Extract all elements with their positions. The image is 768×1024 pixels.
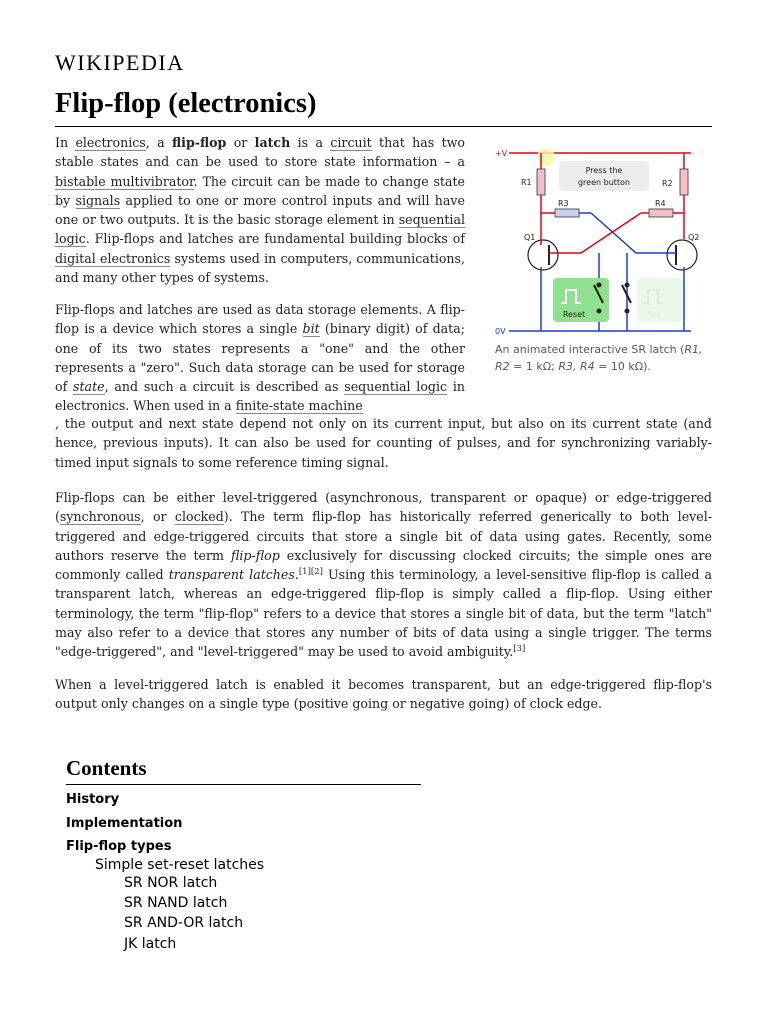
wikipedia-logo[interactable]: WIKIPEDIA xyxy=(55,50,185,75)
paragraph-level-triggered: When a level-triggered latch is enabled it becomes transparent, but an edge-triggered flip-flop's output only changes on a single type (positive going or negative going) of clock edge. xyxy=(55,677,712,712)
instruction-line-1: Press the xyxy=(585,166,623,175)
text: in electronics. When used in a xyxy=(55,379,465,414)
text: or xyxy=(226,135,255,150)
toc-divider xyxy=(66,784,421,785)
toc-item-flip-flop-types[interactable]: Flip-flop types xyxy=(66,839,172,854)
toc-item-sr-and-or-latch[interactable]: SR AND-OR latch xyxy=(124,915,244,931)
r2-resistor xyxy=(680,169,688,195)
bold-flip-flop: flip-flop xyxy=(172,135,227,150)
text: that has two stable states and can be used to store state information – a xyxy=(55,135,466,170)
italic-bit: bit xyxy=(302,321,320,337)
set-switch-contact xyxy=(625,309,630,314)
text: (binary digit) of data; one of its two states represents a "one" and the other represents a "zero". Such data storage can be used for storage of xyxy=(55,321,465,395)
text: Using this terminology, a level-sensitive flip-flop is called a transparent latch, whereas an edge-triggered flip-flop is simply called a flip-flop. Using either terminology, the term "flip-flop" refers to a device that stores a single bit of data, but the term "latch" may also refer to a device that stores any number of bits of data using a single trigger. The terms "edge-triggered", and "level-triggered" may be used to avoid ambiguity. xyxy=(55,567,712,660)
figure-caption xyxy=(495,341,707,375)
link-electronics[interactable]: electronics xyxy=(75,135,146,150)
reset-switch-contact xyxy=(597,283,602,288)
text: systems used in computers, communications, and many other types of systems. xyxy=(55,250,466,286)
r3-label: R3 xyxy=(558,199,569,208)
text: , a xyxy=(145,135,172,150)
r4-resistor xyxy=(649,209,673,217)
zero-v-label: 0V xyxy=(495,327,506,336)
link-clocked[interactable]: clocked xyxy=(174,509,224,525)
r3-resistor xyxy=(555,209,579,217)
text: , or xyxy=(140,509,175,525)
text: ). The term flip-flop has historically referred generically to both level-triggered and edge-triggered circuits that store a single bit of data using gates. Recently, some authors reserve the term xyxy=(55,509,712,563)
r4-label: R4 xyxy=(655,199,666,208)
paragraph-storage-elements-continued: , the output and next state depend not only on its current input, but also on its current state (and hence, previous inputs). It can also be used for counting of pulses, and for synchronizing variably-timed input signals to some reference timing signal. xyxy=(55,416,712,470)
reference-1[interactable]: [1] xyxy=(298,567,311,577)
link-synchronous[interactable]: synchronous xyxy=(59,509,141,525)
cross-wire-blue xyxy=(591,213,636,253)
italic-state: state xyxy=(73,379,105,395)
link-sequential-logic-2[interactable]: sequential logic xyxy=(344,379,448,395)
reference-2[interactable]: [2] xyxy=(310,567,323,577)
text: Flip-flops and latches are used as data storage elements. A flip-flop is a device which stores a single xyxy=(55,302,465,337)
instruction-line-2: green button xyxy=(577,178,631,187)
text: = 10 kΩ). xyxy=(594,360,651,373)
link-signals[interactable]: signals xyxy=(75,192,121,208)
table-of-contents xyxy=(66,756,421,952)
toc-title: Contents xyxy=(66,756,147,780)
text: . Flip-flops and latches are fundamental building blocks of xyxy=(85,231,465,247)
paragraph-storage-elements xyxy=(55,300,465,416)
link-bit[interactable] xyxy=(303,321,320,337)
text: , and such a circuit is described as xyxy=(104,379,345,395)
toc-item-history[interactable]: History xyxy=(66,792,120,807)
text: An animated interactive SR latch ( xyxy=(495,343,685,356)
glow-highlight xyxy=(537,148,555,166)
toc-item-jk-latch[interactable]: JK latch xyxy=(124,936,177,952)
r2-label: R2 xyxy=(662,179,673,188)
sr-latch-diagram[interactable] xyxy=(491,143,705,339)
toc-item-simple-set-reset-latches[interactable]: Simple set-reset latches xyxy=(95,857,265,873)
italic-r1-r2: R1, R2 xyxy=(495,343,703,373)
vplus-label: +V xyxy=(495,149,508,158)
text: . The circuit can be made to change state by xyxy=(55,173,465,208)
intro-paragraph xyxy=(55,133,465,287)
reference-3[interactable]: [3] xyxy=(513,644,526,655)
text: = 1 kΩ; xyxy=(509,360,559,373)
toc-item-sr-nor-latch[interactable]: SR NOR latch xyxy=(124,875,218,891)
cross-wire-red xyxy=(581,213,641,253)
q1-transistor xyxy=(528,240,558,270)
italic-flip-flop: flip-flop xyxy=(230,547,280,563)
reset-switch-contact xyxy=(597,309,602,314)
bold-latch: latch xyxy=(254,135,291,150)
italic-transparent-latches: transparent latches xyxy=(168,567,295,583)
text: Flip-flops can be either level-triggered (asynchronous, transparent or opaque) or edge-triggered ( xyxy=(55,490,712,525)
toc-item-sr-nand-latch[interactable]: SR NAND latch xyxy=(124,895,228,911)
title-divider xyxy=(55,126,712,127)
set-switch-contact xyxy=(625,283,630,288)
q1-label: Q1 xyxy=(524,233,536,242)
q2-label: Q2 xyxy=(688,233,700,242)
link-circuit[interactable]: circuit xyxy=(330,135,372,150)
link-digital-electronics[interactable]: digital electronics xyxy=(55,250,171,266)
link-sequential-logic[interactable]: sequential logic xyxy=(55,212,465,247)
paragraph-triggering xyxy=(55,488,712,662)
text: applied to one or more control inputs and will have one or two outputs. It is the basic storage element in xyxy=(55,192,465,228)
italic-r3-r4: R3, R4 xyxy=(558,360,595,373)
text: . xyxy=(294,567,299,583)
sr-latch-figure[interactable] xyxy=(491,143,705,373)
link-finite-state-machine[interactable]: finite-state machine xyxy=(235,398,363,414)
toc-item-implementation[interactable]: Implementation xyxy=(66,816,183,831)
r1-label: R1 xyxy=(521,178,532,187)
link-state[interactable] xyxy=(73,379,105,395)
set-label: Set xyxy=(647,310,661,319)
link-bistable-multivibrator[interactable]: bistable multivibrator xyxy=(55,173,194,189)
reset-label: Reset xyxy=(562,310,586,319)
text: is a xyxy=(290,135,331,150)
q2-transistor xyxy=(667,240,697,270)
text: exclusively for discussing clocked circuits; the simple ones are commonly called xyxy=(55,547,712,583)
page-title: Flip-flop (electronics) xyxy=(55,88,317,119)
text: In xyxy=(55,135,76,150)
r1-resistor xyxy=(537,169,545,195)
